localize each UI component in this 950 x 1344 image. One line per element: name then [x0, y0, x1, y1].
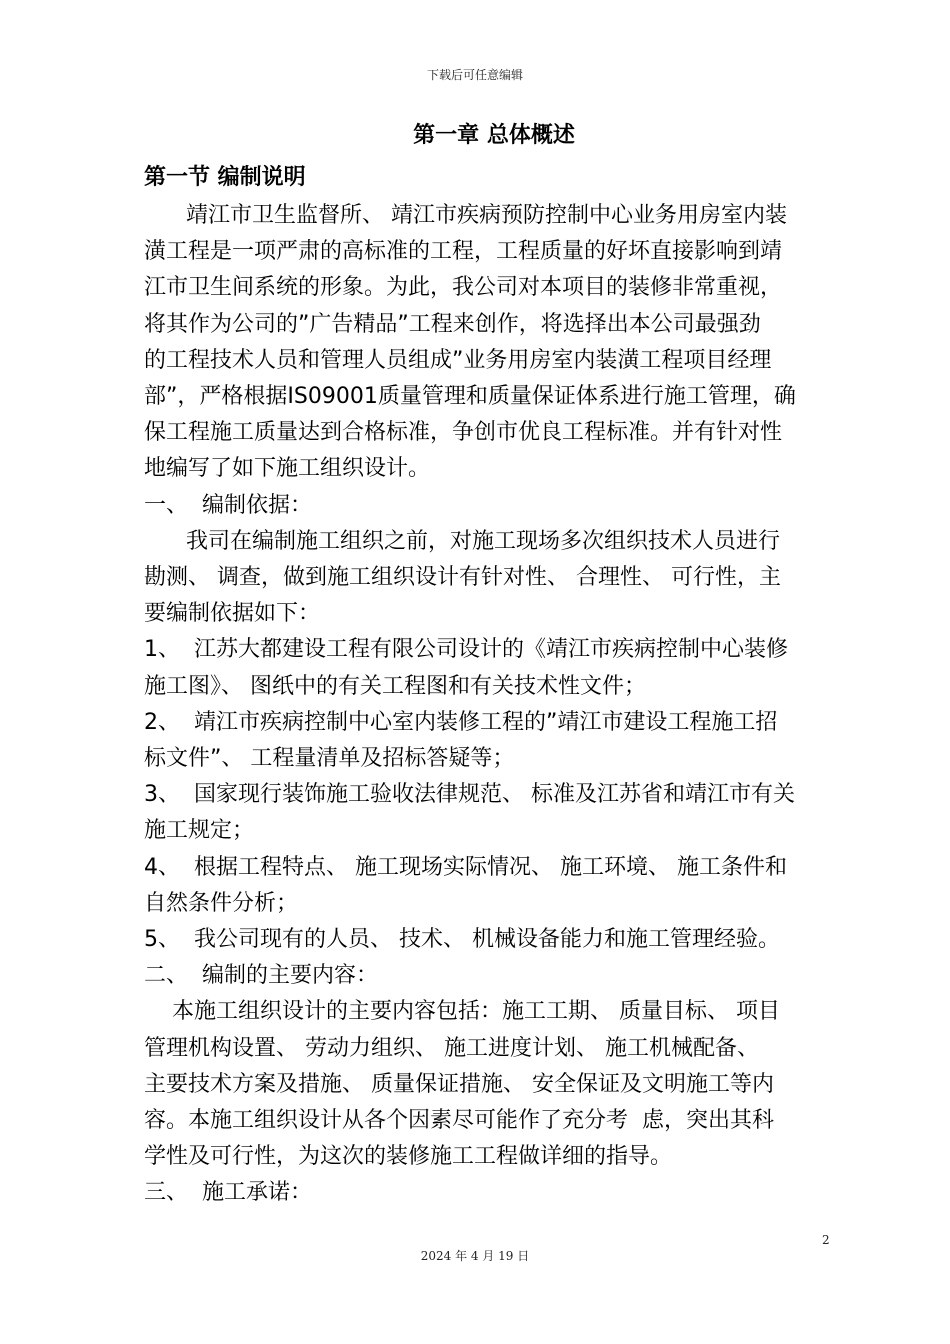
- text-line: 保工程施工质量达到合格标准，争创市优良工程标准。并有针对性: [144, 420, 783, 446]
- text-line: 勘测、 调查，做到施工组织设计有针对性、 合理性、 可行性，主: [144, 565, 781, 591]
- text-line: 学性及可行性，为这次的装修施工工程做详细的指导。: [144, 1144, 673, 1170]
- list-item-line: 5、 我公司现有的人员、 技术、 机械设备能力和施工管理经验。: [144, 927, 780, 953]
- text-line: 的工程技术人员和管理人员组成”业务用房室内装潢工程项目经理: [144, 347, 772, 373]
- text-line: 自然条件分析；: [144, 890, 299, 916]
- list-item-line: 2、 靖江市疾病控制中心室内装修工程的”靖江市建设工程施工招: [144, 709, 778, 735]
- text-line: 我司在编制施工组织之前，对施工现场多次组织技术人员进行: [144, 528, 780, 554]
- text-line: 本施工组织设计的主要内容包括：施工工期、 质量目标、 项目: [144, 999, 780, 1025]
- text-line: 施工图》、 图纸中的有关工程图和有关技术性文件；: [144, 673, 646, 699]
- subheading-line: 二、 编制的主要内容：: [144, 963, 378, 989]
- text-line: 靖江市卫生监督所、 靖江市疾病预防控制中心业务用房室内装: [144, 203, 787, 228]
- text-line: 潢工程是一项严肃的高标准的工程，工程质量的好坏直接影响到靖: [144, 239, 783, 265]
- page-header: 下载后可任意编辑: [426, 68, 523, 82]
- body-text: [144, 198, 834, 1212]
- page-number: 2: [822, 1233, 830, 1247]
- subheading-line: 三、 施工承诺：: [144, 1180, 312, 1206]
- document-body: [144, 118, 834, 1212]
- list-item-line: 4、 根据工程特点、 施工现场实际情况、 施工环境、 施工条件和: [144, 854, 787, 880]
- text-line: 部”，严格根据IS09001质量管理和质量保证体系进行施工管理，确: [144, 384, 796, 410]
- text-line: 容。本施工组织设计从各个因素尽可能作了充分考 虑，突出其科: [144, 1108, 774, 1134]
- list-item-line: 3、 国家现行装饰施工验收法律规范、 标准及江苏省和靖江市有关: [144, 782, 795, 808]
- chapter-title: 第一章 总体概述: [413, 123, 575, 148]
- text-line: 江市卫生间系统的形象。为此，我公司对本项目的装修非常重视，: [144, 275, 783, 301]
- list-item-line: 1、 江苏大都建设工程有限公司设计的《靖江市疾病控制中心装修: [144, 637, 788, 663]
- text-line: 管理机构设置、 劳动力组织、 施工进度计划、 施工机械配备、: [144, 1035, 759, 1061]
- page-footer-date: 2024 年 4 月 19 日: [420, 1249, 530, 1263]
- text-line: 将其作为公司的”广告精品”工程来创作，将选择出本公司最强劲: [144, 311, 761, 337]
- text-line: 主要技术方案及措施、 质量保证措施、 安全保证及文明施工等内: [144, 1071, 774, 1097]
- text-line: 要编制依据如下：: [144, 601, 321, 627]
- text-line: 施工规定；: [144, 818, 255, 844]
- subheading-line: 一、 编制依据：: [144, 492, 312, 518]
- section-title: 第一节 编制说明: [144, 165, 306, 190]
- text-line: 地编写了如下施工组织设计。: [144, 456, 431, 482]
- text-line: 标文件”、 工程量清单及招标答疑等；: [144, 746, 515, 772]
